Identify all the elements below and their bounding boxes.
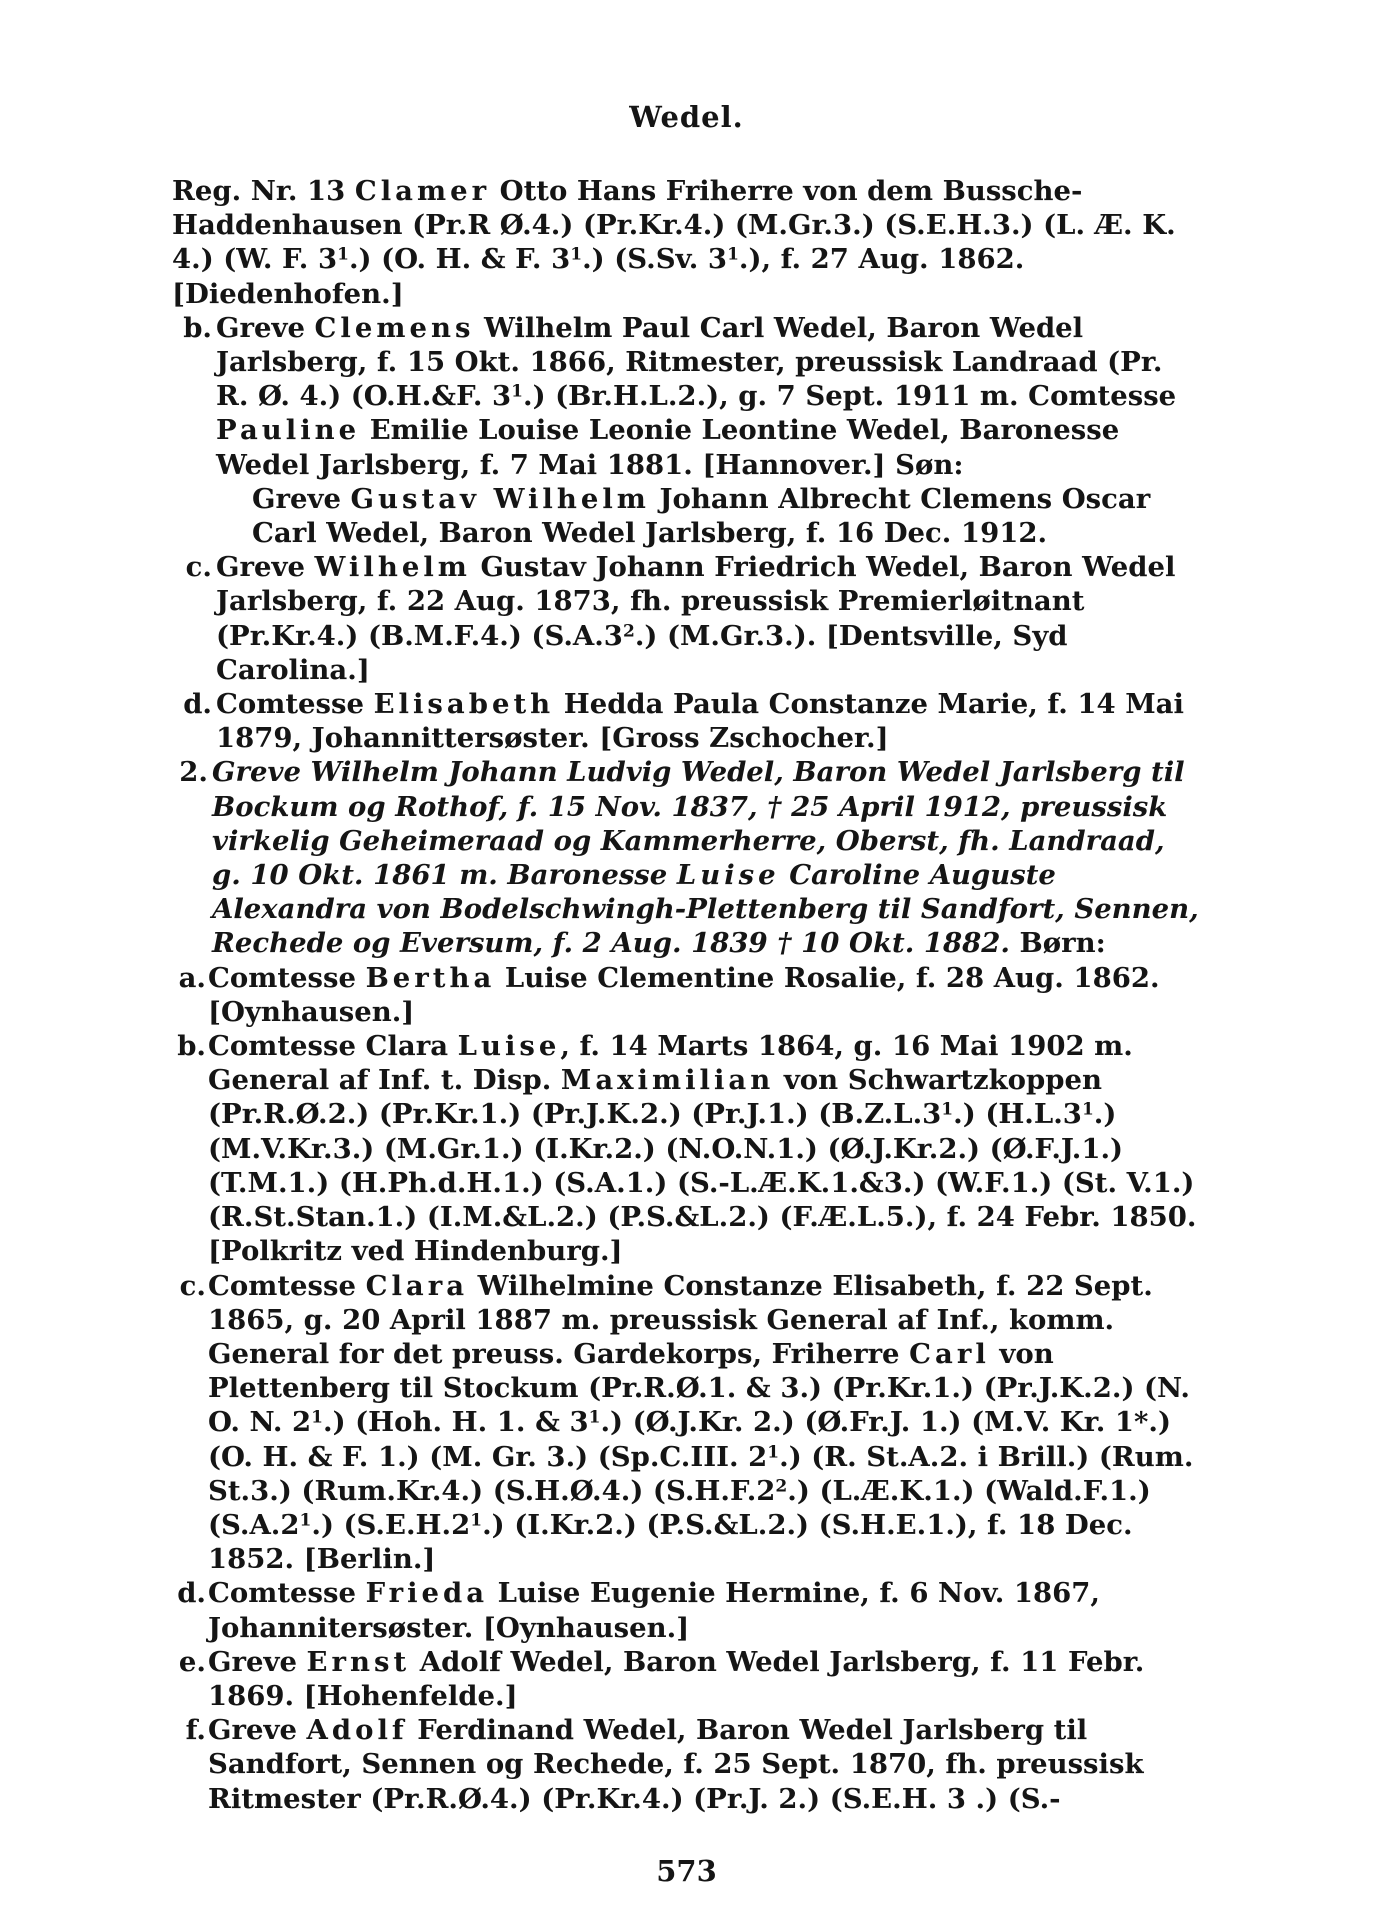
text-run: .) (Hoh. H. 1. & 3 — [323, 1406, 589, 1439]
text-run: Luise Clementine Rosalie, f. 28 Aug. 1862. [Oynhausen.] — [208, 961, 1160, 1028]
superscript: 1 — [727, 244, 739, 265]
spaced-name: Carl — [909, 1337, 990, 1370]
superscript: 1 — [299, 1510, 312, 1531]
text-run: Greve — [208, 1645, 307, 1678]
text-run: .) (S.E.H.2 — [311, 1508, 471, 1541]
text-run: Greve — [252, 482, 351, 515]
text-run: .) (O. H. & F. 3 — [348, 243, 571, 276]
text-run: .) (R. St.A.2. i Brill.) (Rum. St.3.) (Rum.Kr.4.) (S.H.Ø.4.) (S.H.F.2 — [208, 1440, 1194, 1507]
entry-label: d. — [177, 1577, 206, 1610]
entry-label: a. — [178, 961, 206, 994]
spaced-name: Luise — [676, 859, 780, 892]
text-run: Greve — [208, 1714, 307, 1747]
spaced-name: Gustav Wilhelm — [350, 482, 650, 515]
text-run: Comtesse Clara — [208, 1030, 458, 1063]
spaced-name: Adolf — [306, 1714, 408, 1747]
entry-label: d. — [183, 688, 212, 721]
text-run: .) (Ø.J.Kr. 2.) (Ø.Fr.J. 1.) (M.V. Kr. 1*.) (O. H. & F. 1.) (M. Gr. 3.) (Sp.C.III. 2 — [208, 1406, 1171, 1473]
spaced-name: Maximilian — [560, 1064, 775, 1097]
text-run: Comtesse — [208, 1577, 366, 1610]
entry-label: f. — [185, 1714, 206, 1747]
text-run: Emilie Louise Leonie Leontine Wedel, Baronesse Wedel Jarlsberg, f. 7 Mai 1881. [Hannover.] Søn: — [216, 414, 1120, 481]
text-run: Reg. Nr. 13 — [172, 175, 355, 207]
entry-label: c. — [179, 1269, 206, 1302]
text-run: .) (M.Gr.3.). [Dentsville, Syd Carolina.] — [216, 619, 1068, 686]
entry-d-frieda — [172, 1576, 1202, 1644]
entry-d-elisabeth — [172, 687, 1202, 755]
text-run: .) (I.Kr.2.) (P.S.&L.2.) (S.H.E.1.), f. 18 Dec. 1852. [Berlin.] — [208, 1508, 1133, 1576]
spaced-name: Clara — [365, 1269, 469, 1302]
text-run: Comtesse — [208, 1269, 366, 1302]
text-run: Comtesse — [208, 961, 366, 994]
text-run: .) (S.Sv. 3 — [582, 243, 728, 276]
text-run: Hedda Paula Constanze Marie, f. 14 Mai 1879, Johannittersøster. [Gross Zschocher.] — [216, 688, 1184, 755]
entry-label: b. — [177, 1030, 206, 1063]
italic-run: Caroline Auguste Alexandra von Bodelschwingh-Plettenberg til Sandfort, Sennen, Rechede og Eversum, f. 2 Aug. 1839 † 10 Okt. 1882. — [212, 859, 1199, 960]
entry-reg-nr-13 — [172, 174, 1202, 311]
page-number: 573 — [656, 1854, 717, 1888]
superscript: 1 — [588, 1407, 601, 1428]
entry-b-clemens — [172, 311, 1202, 482]
text-run: Greve — [216, 311, 315, 344]
genealogy-text — [172, 174, 1202, 1816]
entry-e-ernst — [172, 1645, 1202, 1713]
text-run: Wilhelm Paul Carl Wedel, Baron Wedel Jarlsberg, f. 15 Okt. 1866, Ritmester, preussisk Landraad (Pr. R. Ø. 4.) (O.H.&F. 3 — [216, 311, 1163, 413]
text-run: .) (H.L.3 — [953, 1098, 1082, 1131]
text-run: Greve — [216, 551, 315, 584]
text-run: Gustav Johann Friedrich Wedel, Baron Wedel Jarlsberg, f. 22 Aug. 1873, fh. preussisk Premierløitnant (Pr.Kr.4.) (B.M.F.4.) (S.A.3 — [216, 551, 1176, 652]
text-run: von Schwartzkoppen (Pr.R.Ø.2.) (Pr.Kr.1.) (Pr.J.K.2.) (Pr.J.1.) (B.Z.L.3 — [208, 1064, 1102, 1131]
spaced-name: Ernst — [306, 1645, 411, 1678]
text-run: Johann Albrecht Clemens Oscar Carl Wedel, Baron Wedel Jarlsberg, f. 16 Dec. 1912. — [252, 482, 1151, 550]
spaced-name: Bertha — [365, 961, 496, 994]
running-title: Wedel. — [629, 100, 744, 134]
text-run: Adolf Wedel, Baron Wedel Jarlsberg, f. 11 Febr. 1869. [Hohenfelde.] — [208, 1645, 1145, 1712]
superscript: 1 — [311, 1407, 324, 1428]
text-run: .) (Br.H.L.2.), g. 7 Sept. 1911 m. Comtesse — [523, 380, 1177, 413]
spaced-name: Wilhelm — [314, 551, 471, 584]
entry-son-gustav — [172, 482, 1202, 550]
entry-c-clara — [172, 1269, 1202, 1577]
text-run: .), f. 27 Aug. 1862. [Diedenhofen.] — [172, 243, 1025, 310]
spaced-name: Clamer — [354, 175, 491, 207]
spaced-name: Pauline — [216, 414, 361, 447]
superscript: 1 — [941, 1099, 954, 1120]
superscript: 1 — [570, 244, 583, 265]
entry-a-bertha — [172, 961, 1202, 1029]
italic-run: Greve Wilhelm Johann Ludvig Wedel, Baron Wedel Jarlsberg til Bockum og Rothof, f. 15 Nov. 1837, † 25 April 1912, preussisk virkelig Geheimeraad og Kammerherre, Oberst, fh. Landraad, g. 10 Okt. 1861 m. Baronesse — [212, 756, 1185, 892]
superscript: 1 — [767, 1442, 780, 1462]
superscript: 2 — [775, 1476, 788, 1497]
text-run: Wilhelmine Constanze Elisabeth, f. 22 Sept. 1865, g. 20 April 1887 m. preussisk General af Inf., komm. General for det preuss. Gardekorps, Friherre — [208, 1269, 1153, 1370]
text-run: Ferdinand Wedel, Baron Wedel Jarlsberg til Sandfort, Sennen og Rechede, f. 25 Sept. 1870, fh. preussisk Ritmester (Pr.R.Ø.4.) (Pr.Kr.4.) (Pr.J. 2.) (S.E.H. 3 .) (S.- — [208, 1714, 1144, 1815]
superscript: 1 — [337, 244, 349, 265]
text-run: Comtesse — [216, 688, 374, 721]
entry-c-wilhelm — [172, 550, 1202, 687]
entry-label: 2. — [179, 756, 208, 789]
superscript: 2 — [622, 621, 635, 642]
text-run: von Plettenberg til Stockum (Pr.R.Ø.1. & 3.) (Pr.Kr.1.) (Pr.J.K.2.) (N. O. N. 2 — [208, 1337, 1190, 1439]
spaced-name: Frieda — [365, 1577, 489, 1610]
text-run: Luise Eugenie Hermine, f. 6 Nov. 1867, Johannitersøster. [Oynhausen.] — [208, 1577, 1100, 1644]
text-run: , f. 14 Marts 1864, g. 16 Mai 1902 m. General af Inf. t. Disp. — [208, 1030, 1133, 1097]
text-run: Børn: — [1009, 927, 1106, 960]
text-run: Otto Hans Friherre von dem Bussche-Haddenhausen (Pr.R Ø.4.) (Pr.Kr.4.) (M.Gr.3.) (S.E.H.3.) (L. Æ. K. 4.) (W. F. 3 — [172, 175, 1176, 276]
entry-f-adolf — [172, 1713, 1202, 1816]
superscript: 1 — [511, 381, 524, 402]
superscript: 1 — [1081, 1099, 1094, 1120]
spaced-name: Luise — [457, 1030, 561, 1063]
entry-two-wilhelm — [172, 755, 1202, 960]
entry-b-clara-luise — [172, 1029, 1202, 1268]
entry-label: e. — [178, 1645, 206, 1678]
entry-label: c. — [185, 551, 212, 584]
text-run: .) (L.Æ.K.1.) (Wald.F.1.) (S.A.2 — [208, 1474, 1151, 1541]
text-run: .) (M.V.Kr.3.) (M.Gr.1.) (I.Kr.2.) (N.O.N.1.) (Ø.J.Kr.2.) (Ø.F.J.1.) (T.M.1.) (H.Ph.d.H.1.) (S.A.1.) (S.-L.Æ.K.1.&3.) (W.F.1.) (St. V.1.) (R.St.Stan.1.) (I.M.&L.2.) (P.S.&L.2.) (F.Æ.L.5.), f. 24 Febr. 1850. [Polkritz ved Hindenburg.] — [208, 1098, 1197, 1268]
spaced-name: Elisabeth — [373, 688, 555, 721]
entry-label: b. — [183, 311, 212, 344]
superscript: 1 — [470, 1510, 483, 1531]
spaced-name: Clemens — [314, 311, 475, 344]
